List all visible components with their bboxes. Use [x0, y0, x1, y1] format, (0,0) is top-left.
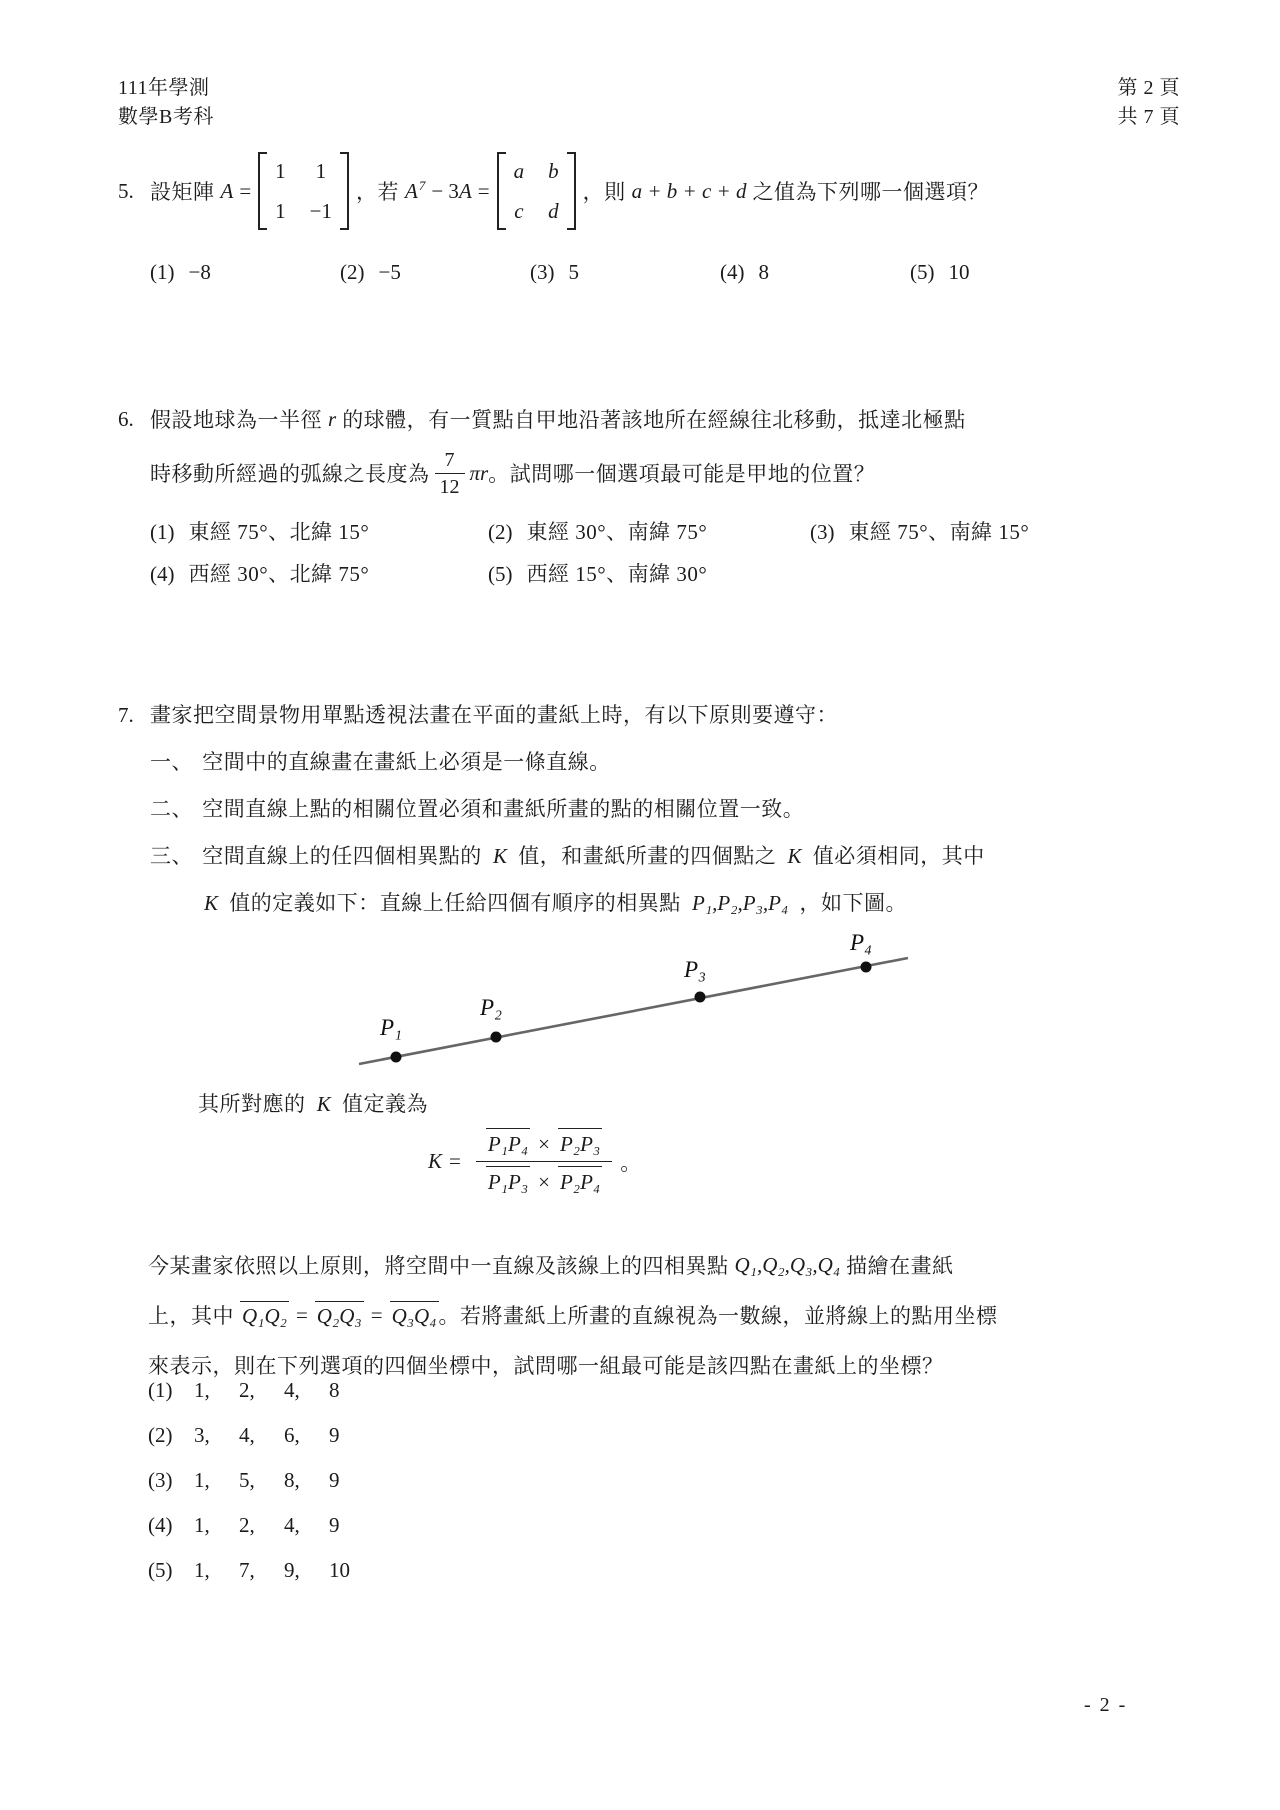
rule-2-label: 二、: [150, 797, 193, 821]
rule-1-label: 一、: [150, 750, 193, 774]
formula-lhs-K: K: [428, 1149, 443, 1173]
matrix-cell: b: [548, 159, 559, 183]
formula-period: 。: [620, 1150, 642, 1175]
question-7-statement: [118, 700, 1198, 730]
fraction-denominator: 12: [435, 473, 465, 500]
rule-3-text-c: 值必須相同，其中: [812, 844, 985, 868]
rule-3-line2-b: ，如下圖。: [799, 891, 908, 915]
segment-Q2Q3: Q₂Q₃: [315, 1301, 364, 1329]
question-5-statement: [118, 152, 1178, 230]
q5-expression: a + b + c + d: [631, 178, 747, 203]
rule-3-line2-a: 值的定義如下：直線上任給四個有順序的相異點: [229, 891, 681, 915]
point-P2-dot: [491, 1032, 502, 1043]
question-6-options-row2: [118, 558, 1198, 588]
para-l2b: 。若將畫紙上所畫的直線視為一數線，並將線上的點用坐標: [438, 1304, 998, 1328]
line-figure-svg: [340, 930, 930, 1075]
q6-option-1: (1) 東經 75°、北緯 15°: [150, 520, 370, 544]
bracket-right: [567, 152, 576, 230]
page-header: [118, 74, 1180, 132]
matrix-A-cells: [267, 152, 340, 230]
rule-3-points: P₁,P₂,P₃,P₄: [692, 891, 789, 915]
point-P1-dot: [391, 1052, 402, 1063]
q7-para-line1: [148, 1240, 1158, 1290]
q6-line1-a: 假設地球為一半徑: [150, 408, 322, 432]
q5-var-A-2: A: [458, 178, 472, 203]
q5-option-4: (4) 8: [720, 260, 769, 284]
matrix-cell: 1: [275, 199, 286, 223]
formula-denominator: [476, 1161, 612, 1199]
q5-option-3: (3) 5: [530, 260, 579, 284]
equals-sign: =: [370, 1302, 383, 1327]
header-right: [1118, 74, 1181, 132]
exam-year: 111年學測: [118, 77, 210, 99]
label-P1: P₁: [380, 1015, 403, 1040]
question-6-statement: [118, 404, 1198, 434]
rule-1-text: 空間中的直線畫在畫紙上必須是一條直線。: [202, 750, 611, 774]
q7-para-line2: [148, 1290, 1158, 1340]
matrix-abcd: [497, 152, 576, 230]
rule-3-text-b: 值，和畫紙所畫的四個點之: [518, 844, 777, 868]
header-left: [118, 74, 214, 132]
point-P4-dot: [861, 962, 872, 973]
q5-eq-1: =: [239, 178, 252, 203]
matrix-cell: 1: [315, 159, 327, 183]
formula-numerator: [476, 1124, 612, 1161]
footer-page-number: - 2 -: [1084, 1694, 1128, 1716]
segment-P2P4: P₂P₄: [558, 1166, 602, 1195]
q5-var-A: A: [220, 178, 234, 203]
q7-option-4: (4) 1, 2, 4, 9: [148, 1513, 340, 1537]
rule-2-text: 空間直線上點的相關位置必須和畫紙所畫的點的相關位置一致。: [202, 797, 805, 821]
kdef-text-b: 值定義為: [342, 1092, 429, 1116]
formula-equals: =: [449, 1149, 461, 1173]
q7-option-2: (2) 3, 4, 6, 9: [148, 1423, 340, 1447]
question-5-options: [118, 260, 1178, 290]
q6-var-r: r: [328, 406, 337, 431]
kdef-text-a: 其所對應的: [198, 1092, 306, 1116]
perspective-line-figure: [340, 930, 930, 1075]
times-sign: ×: [538, 1132, 550, 1156]
matrix-abcd-cells: [506, 152, 567, 230]
q6-option-4: (4) 西經 30°、北緯 75°: [150, 562, 370, 586]
matrix-A: [258, 152, 349, 230]
equals-sign: =: [295, 1302, 308, 1327]
q7-intro: 畫家把空間景物用單點透視法畫在平面的畫紙上時，有以下原則要遵守：: [150, 703, 838, 727]
question-6-options-row1: [118, 516, 1198, 546]
fraction-numerator: 7: [444, 448, 455, 471]
q7-option-5: (5) 1, 7, 9, 10: [148, 1558, 350, 1582]
question-5: [118, 152, 1178, 290]
matrix-cell: 1: [275, 159, 286, 183]
para-Q-points: Q₁,Q₂,Q₃,Q₄: [734, 1252, 841, 1277]
q6-line2: [150, 442, 1198, 504]
para-l3: 來表示，則在下列選項的四個坐標中，試問哪一組最可能是該四點在畫紙上的坐標？: [148, 1354, 944, 1378]
segment-Q1Q2: Q₁Q₂: [240, 1301, 289, 1329]
rule-3-K-2: K: [787, 844, 802, 868]
question-7-options: [148, 1368, 350, 1593]
question-7-number: 7.: [118, 703, 134, 727]
q5-text-2: ，若: [356, 180, 400, 204]
question-7: [118, 700, 1198, 918]
q5-text-3: ，則: [582, 180, 626, 204]
bracket-left: [258, 152, 267, 230]
k-definition-intro: [198, 1088, 428, 1118]
matrix-cell: a: [513, 159, 525, 183]
rule-3-K-1: K: [493, 844, 508, 868]
figure-line: [359, 958, 908, 1064]
label-P2: P₂: [480, 995, 503, 1020]
bracket-right: [340, 152, 349, 230]
segment-P2P3: P₂P₃: [558, 1128, 602, 1157]
page-label: 第 2 頁: [1117, 77, 1180, 99]
q7-rule-1: [150, 747, 1198, 777]
matrix-cell: d: [548, 199, 559, 223]
q6-pi-r: πr: [469, 460, 489, 485]
para-l1a: 今某畫家依照以上原則，將空間中一直線及該線上的四相異點: [148, 1254, 729, 1278]
q6-option-5: (5) 西經 15°、南緯 30°: [488, 562, 708, 586]
q5-option-2: (2) −5: [340, 260, 401, 284]
q6-line1-b: 的球體，有一質點自甲地沿著該地所在經線往北移動，抵達北極點: [342, 408, 966, 432]
segment-Q3Q4: Q₃Q₄: [390, 1301, 439, 1329]
q7-rule-3-line2: [204, 888, 1198, 918]
q6-line2-b: 。試問哪一個選項最可能是甲地的位置？: [488, 462, 876, 486]
point-P3-dot: [695, 992, 706, 1003]
segment-P1P3: P₁P₃: [486, 1166, 530, 1195]
matrix-cell: c: [514, 199, 524, 223]
question-6-number: 6.: [118, 406, 134, 431]
question-6: [118, 404, 1198, 588]
kdef-K: K: [316, 1092, 331, 1116]
fraction-7-12: [435, 447, 465, 500]
q6-option-2: (2) 東經 30°、南緯 75°: [488, 520, 708, 544]
question-5-number: 5.: [118, 178, 134, 203]
q6-option-3: (3) 東經 75°、南緯 15°: [810, 520, 1030, 544]
total-pages-label: 共 7 頁: [1117, 106, 1180, 128]
q5-minus-3: − 3: [431, 178, 459, 203]
para-l2a: 上，其中: [148, 1304, 234, 1328]
label-P4: P₄: [850, 930, 873, 955]
exam-subject: 數學B考科: [118, 106, 214, 128]
rule-3-line2-K: K: [204, 891, 219, 915]
segment-P1P4: P₁P₄: [486, 1128, 530, 1157]
q5-text-4: 之值為下列哪一個選項？: [752, 180, 989, 204]
q7-rule-3: [150, 841, 1198, 871]
q7-rule-2: [150, 794, 1198, 824]
exponent-7: 7: [418, 178, 426, 193]
formula-fraction: [476, 1124, 612, 1199]
q7-option-1: (1) 1, 2, 4, 8: [148, 1378, 340, 1402]
para-l1b: 描繪在畫紙: [846, 1254, 954, 1278]
rule-3-text-a: 空間直線上的任四個相異點的: [202, 844, 482, 868]
q5-text-1: 設矩陣: [150, 180, 215, 204]
q5-eq-2: =: [477, 178, 490, 203]
matrix-cell: −1: [309, 199, 333, 223]
times-sign: ×: [538, 1170, 550, 1194]
q6-line2-a: 時移動所經過的弧線之長度為: [150, 462, 430, 486]
q5-var-A7: $A^7$: [405, 178, 426, 203]
bracket-left: [497, 152, 506, 230]
q7-option-3: (3) 1, 5, 8, 9: [148, 1468, 340, 1492]
rule-3-label: 三、: [150, 844, 193, 868]
q5-option-5: (5) 10: [910, 260, 970, 284]
q5-option-1: (1) −8: [150, 260, 211, 284]
k-formula: [428, 1124, 641, 1199]
label-P3: P₃: [684, 957, 707, 982]
